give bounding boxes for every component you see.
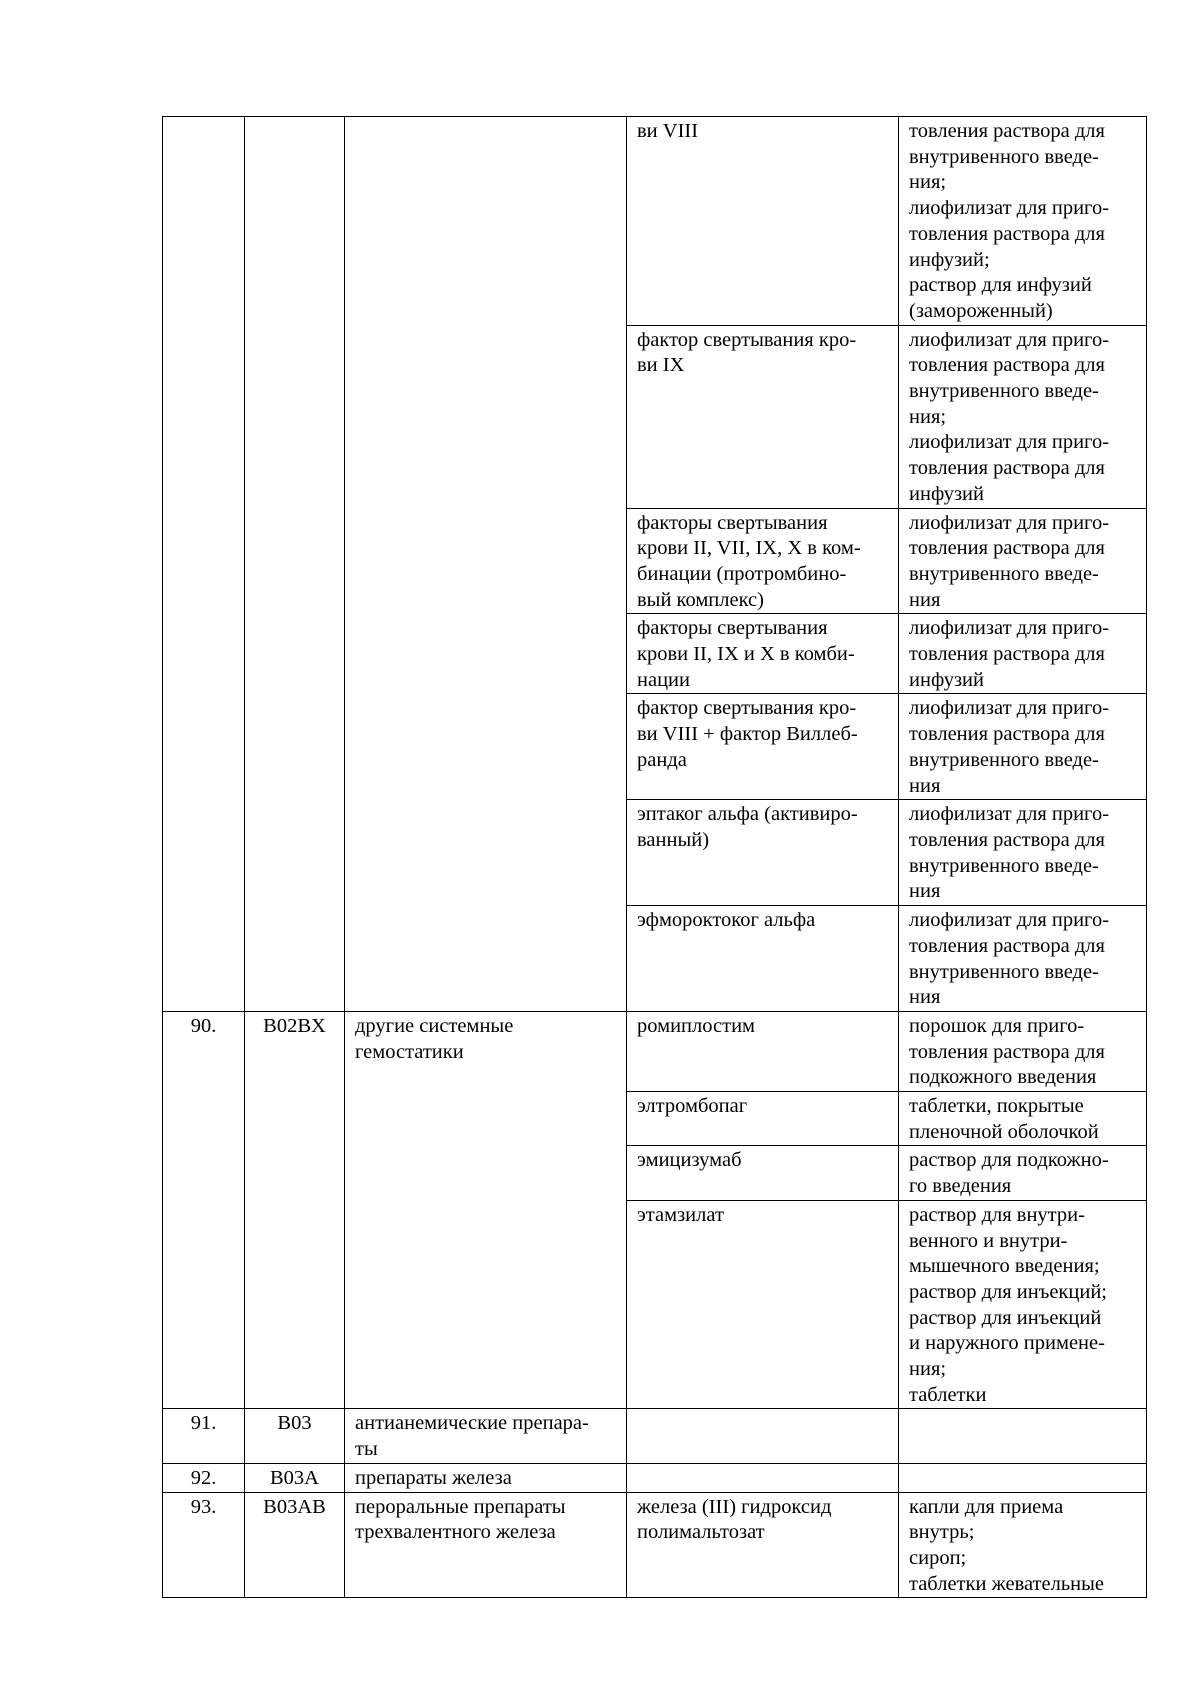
dosage-form: лиофилизат для приго- товления раствора для внутривенного введе- ния [899, 906, 1147, 1012]
table-row [163, 1492, 1147, 1598]
drug-name: ромиплостим [627, 1011, 899, 1091]
drug-name [627, 1463, 899, 1492]
table-row [163, 1409, 1147, 1463]
drug-name: эптаког альфа (активиро- ванный) [627, 800, 899, 906]
atc-code: B03AB [245, 1492, 345, 1598]
atc-code: B03 [245, 1409, 345, 1463]
dosage-form: раствор для внутри- венного и внутри- мышечного введения; раствор для инъекций; раствор для инъекций и наружного примене- ния; таблетки [899, 1200, 1147, 1409]
dosage-form: лиофилизат для приго- товления раствора для внутривенного введе- ния; лиофилизат для приго- товления раствора для инфузий [899, 325, 1147, 508]
drug-name: факторы свертывания крови II, VII, IX, X в ком- бинации (протромбино- вый комплекс) [627, 508, 899, 614]
dosage-form: капли для приема внутрь; сироп; таблетки жевательные [899, 1492, 1147, 1598]
table-row [163, 1011, 1147, 1091]
dosage-form: товления раствора для внутривенного введе- ния; лиофилизат для приго- товления раствора для инфузий; раствор для инфузий (замороженный) [899, 117, 1147, 326]
group-name: пероральные препараты трехвалентного железа [345, 1492, 627, 1598]
atc-code [245, 117, 345, 1012]
row-number: 92. [163, 1463, 245, 1492]
table-row [163, 1463, 1147, 1492]
dosage-form [899, 1409, 1147, 1463]
dosage-form [899, 1463, 1147, 1492]
drug-name: фактор свертывания кро- ви VIII + фактор Виллеб- ранда [627, 694, 899, 800]
group-name: другие системные гемостатики [345, 1011, 627, 1409]
dosage-form: раствор для подкожно- го введения [899, 1146, 1147, 1200]
drug-name: факторы свертывания крови II, IX и X в комби- нации [627, 614, 899, 694]
row-number: 91. [163, 1409, 245, 1463]
drug-name: эфмороктоког альфа [627, 906, 899, 1012]
dosage-form: лиофилизат для приго- товления раствора для внутривенного введе- ния [899, 800, 1147, 906]
dosage-form: лиофилизат для приго- товления раствора для внутривенного введе- ния [899, 694, 1147, 800]
drug-name: этамзилат [627, 1200, 899, 1409]
table-row [163, 117, 1147, 326]
drug-table [162, 116, 1147, 1598]
atc-code: B03A [245, 1463, 345, 1492]
atc-code: B02BX [245, 1011, 345, 1409]
row-number: 90. [163, 1011, 245, 1409]
drug-name: элтромбопаг [627, 1092, 899, 1146]
dosage-form: лиофилизат для приго- товления раствора для внутривенного введе- ния [899, 508, 1147, 614]
drug-name: эмицизумаб [627, 1146, 899, 1200]
group-name: препараты железа [345, 1463, 627, 1492]
dosage-form: лиофилизат для приго- товления раствора для инфузий [899, 614, 1147, 694]
drug-name: железа (III) гидроксид полимальтозат [627, 1492, 899, 1598]
row-number [163, 117, 245, 1012]
dosage-form: порошок для приго- товления раствора для подкожного введения [899, 1011, 1147, 1091]
group-name: антианемические препара- ты [345, 1409, 627, 1463]
row-number: 93. [163, 1492, 245, 1598]
drug-name: фактор свертывания кро- ви IX [627, 325, 899, 508]
dosage-form: таблетки, покрытые пленочной оболочкой [899, 1092, 1147, 1146]
group-name [345, 117, 627, 1012]
drug-name: ви VIII [627, 117, 899, 326]
drug-name [627, 1409, 899, 1463]
